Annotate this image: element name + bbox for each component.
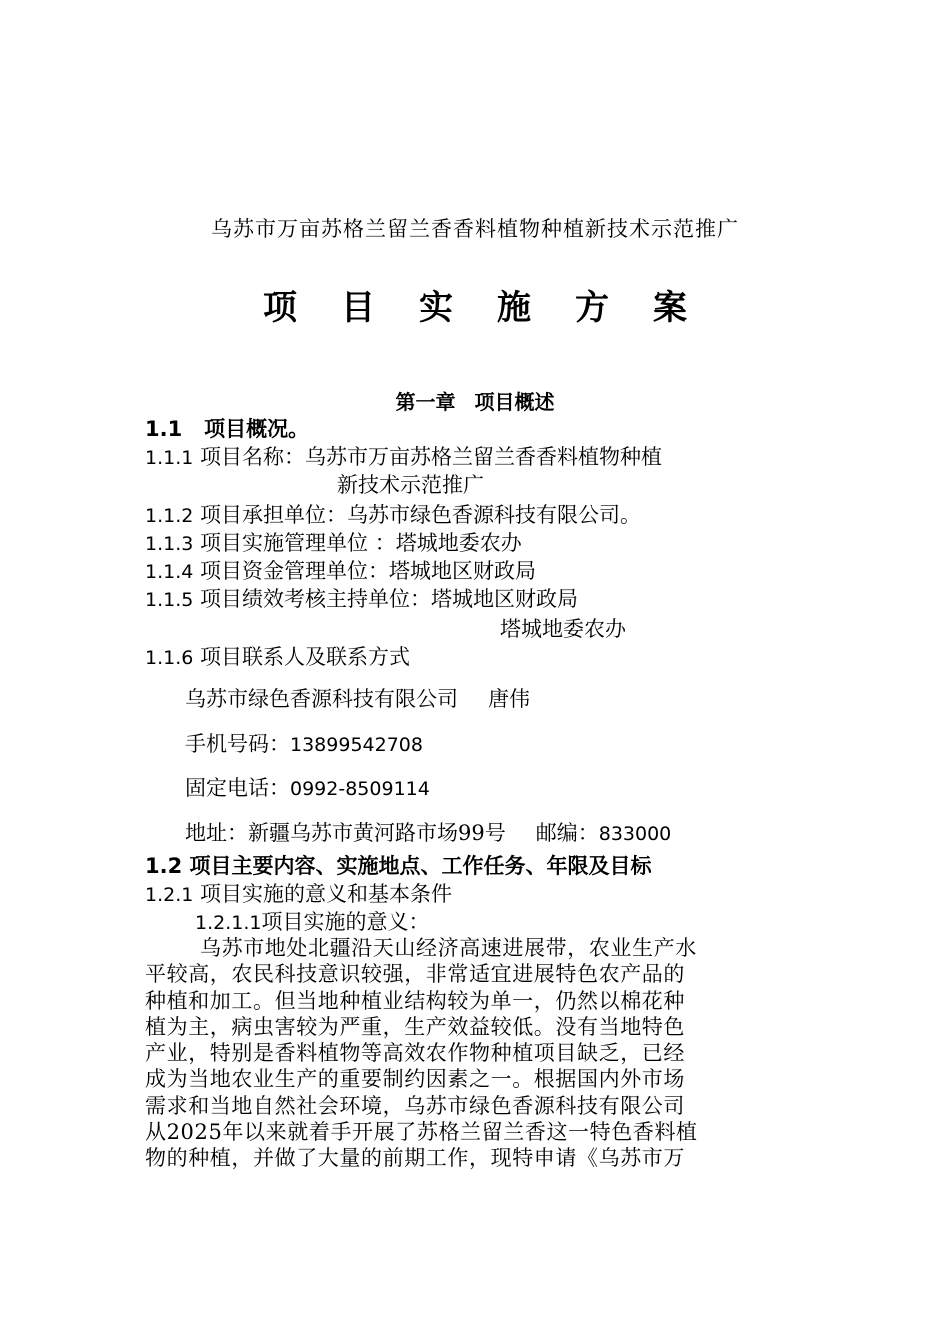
paragraph-line: 从2025年以来就着手开展了苏格兰留兰香这一特色香料植 [145, 1120, 698, 1145]
item-1-1-6 [145, 644, 410, 671]
item-1-1-1-continuation: 新技术示范推广 [337, 473, 484, 497]
section-label: 项目主要内容、实施地点、工作任务、年限及目标 [189, 853, 652, 878]
phone-label: 固定电话： [185, 776, 290, 800]
item-1-1-5 [145, 586, 578, 613]
postcode-label: 邮编： [535, 821, 599, 845]
item-number: 1.1.1 [145, 447, 194, 469]
document-title: 项目实施方案 [263, 288, 731, 328]
contact-address-line [185, 820, 671, 847]
item-1-1-1 [145, 444, 662, 471]
chapter-number: 第一章 [395, 390, 456, 414]
section-label: 项目实施的意义： [261, 910, 430, 934]
section-label: 项目概况。 [204, 416, 310, 441]
item-1-1-4 [145, 558, 536, 585]
contact-company: 乌苏市绿色香源科技有限公司 [185, 687, 458, 711]
item-1-1-5-continuation: 塔城地委农办 [500, 617, 626, 641]
contact-phone-line [185, 775, 430, 802]
item-text: 项目联系人及联系方式 [200, 645, 411, 669]
mobile-number: 13899542708 [290, 734, 423, 756]
paragraph-line: 乌苏市地处北疆沿天山经济高速进展带，农业生产水 [200, 936, 697, 960]
section-1-1 [145, 416, 309, 442]
item-text: 项目名称：乌苏市万亩苏格兰留兰香香料植物种植 [200, 445, 663, 469]
chapter-heading [0, 386, 950, 415]
section-number: 1.2.1.1 [195, 912, 262, 934]
item-number: 1.1.5 [145, 589, 194, 611]
item-text: 项目承担单位：乌苏市绿色香源科技有限公司。 [200, 503, 642, 527]
section-1-2-1 [145, 881, 452, 908]
item-1-1-2 [145, 502, 641, 529]
section-number: 1.2 [145, 854, 183, 878]
contact-person: 唐伟 [488, 687, 530, 711]
item-number: 1.1.2 [145, 505, 194, 527]
item-text: 项目绩效考核主持单位：塔城地区财政局 [200, 587, 579, 611]
section-number: 1.2.1 [145, 884, 194, 906]
item-number: 1.1.3 [145, 533, 194, 555]
paragraph-line: 物的种植，并做了大量的前期工作，现特申请《乌苏市万 [145, 1146, 685, 1171]
paragraph-line: 种植和加工。但当地种植业结构较为单一，仍然以棉花种 [145, 988, 685, 1013]
body-paragraph [145, 935, 805, 1172]
postcode: 833000 [598, 823, 672, 845]
item-text: 项目实施管理单位 ：塔城地委农办 [200, 531, 522, 555]
section-1-2-1-1 [195, 909, 429, 936]
chapter-title: 项目概述 [474, 390, 555, 414]
item-text: 项目资金管理单位：塔城地区财政局 [200, 559, 537, 583]
paragraph-line: 成为当地农业生产的重要制约因素之一。根据国内外市场 [145, 1067, 685, 1092]
contact-company-line [185, 686, 530, 712]
address: 地址：新疆乌苏市黄河路市场99号 [185, 821, 506, 845]
mobile-label: 手机号码： [185, 732, 290, 756]
item-number: 1.1.6 [145, 647, 194, 669]
item-number: 1.1.4 [145, 561, 194, 583]
item-1-1-3 [145, 530, 522, 557]
section-label: 项目实施的意义和基本条件 [200, 882, 453, 906]
phone-number: 0992-8509114 [290, 778, 430, 800]
contact-mobile-line [185, 731, 423, 758]
paragraph-line: 产业，特别是香料植物等高效农作物种植项目缺乏，已经 [145, 1041, 685, 1066]
document-subtitle: 乌苏市万亩苏格兰留兰香香料植物种植新技术示范推广 [211, 217, 739, 241]
section-1-2 [145, 853, 652, 879]
paragraph-line: 植为主，病虫害较为严重，生产效益较低。没有当地特色 [145, 1014, 685, 1039]
paragraph-line: 需求和当地自然社会环境，乌苏市绿色香源科技有限公司 [145, 1093, 685, 1118]
paragraph-line: 平较高，农民科技意识较强，非常适宜进展特色农产品的 [145, 962, 685, 987]
section-number: 1.1 [145, 417, 183, 441]
